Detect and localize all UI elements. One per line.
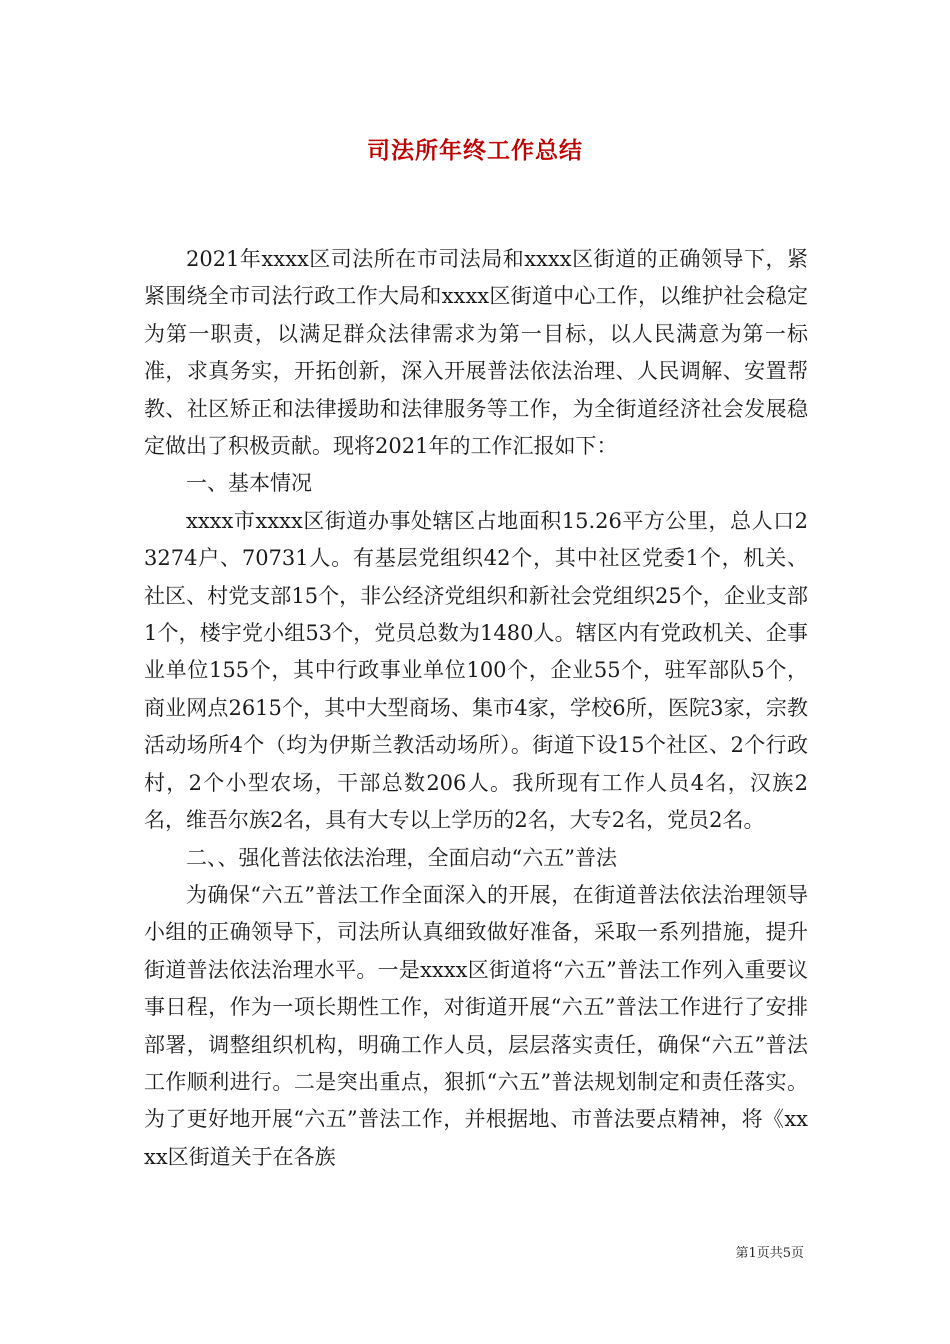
basic-situation-paragraph: xxxx市xxxx区街道办事处辖区占地面积15.26平方公里，总人口23274户、70731人。有基层党组织42个，其中社区党委1个，机关、社区、村党支部15个，非公经济党组织和新社会党组织25个，企业支部1个，楼宇党小组53个，党员总数为1480人。辖区内有党政机关、企事业单位155个，其中行政事业单位100个，企业55个，驻军部队5个，商业网点2615个，其中大型商场、集市4家，学校6所，医院3家，宗教活动场所4个（均为伊斯兰教活动场所）。街道下设15个社区、2个行政村，2个小型农场，干部总数206人。我所现有工作人员4名，汉族2名，维吾尔族2名，具有大专以上学历的2名，大专2名，党员2名。 — [144, 508, 808, 833]
document-body — [144, 241, 808, 1176]
document-title: 司法所年终工作总结 — [367, 137, 583, 164]
page-number-footer: 第1页共5页 — [735, 1246, 804, 1261]
section-heading-law-popularization: 二、、强化普法依法治理，全面启动“六五”普法 — [186, 845, 617, 870]
intro-paragraph: 2021年xxxx区司法所在市司法局和xxxx区街道的正确领导下，紧紧围绕全市司法行政工作大局和xxxx区街道中心工作，以维护社会稳定为第一职责，以满足群众法律需求为第一目标，以人民满意为第一标准，求真务实，开拓创新，深入开展普法依法治理、人民调解、安置帮教、社区矫正和法律援助和法律服务等工作，为全街道经济社会发展稳定做出了积极贡献。现将2021年的工作汇报如下： — [144, 247, 808, 459]
section-heading-basic-situation: 一、基本情况 — [186, 471, 312, 496]
law-popularization-paragraph: 为确保“六五”普法工作全面深入的开展，在街道普法依法治理领导小组的正确领导下，司法所认真细致做好准备，采取一系列措施，提升街道普法依法治理水平。一是xxxx区街道将“六五”普法工作列入重要议事日程，作为一项长期性工作，对街道开展“六五”普法工作进行了安排部署，调整组织机构，明确工作人员，层层落实责任，确保“六五”普法工作顺利进行。二是突出重点，狠抓“六五”普法规划制定和责任落实。为了更好地开展“六五”普法工作，并根据地、市普法要点精神，将《xxxx区街道关于在各族 — [144, 882, 808, 1169]
